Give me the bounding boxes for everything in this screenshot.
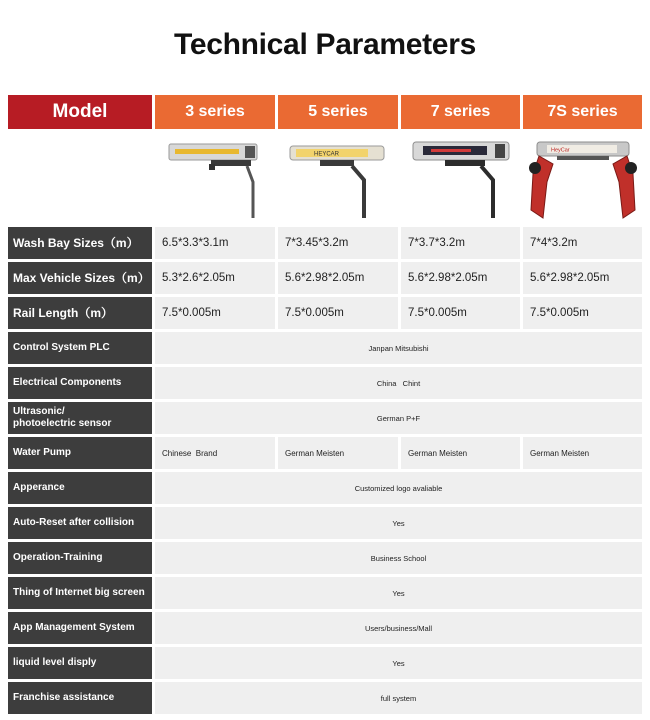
label-sensor-line1: Ultrasonic/ <box>13 406 65 417</box>
app-management-value: Users/business/Mall <box>155 612 642 644</box>
sensor-value: German P+F <box>155 402 642 434</box>
control-system-value: Janpan Mitsubishi <box>155 332 642 364</box>
wash-bay-7-series: 7*3.7*3.2m <box>401 227 520 259</box>
label-iot-screen: Thing of Internet big screen <box>8 577 152 609</box>
rail-length-5-series: 7.5*0.005m <box>278 297 398 329</box>
parameters-table <box>8 95 642 714</box>
image-row-label-spacer <box>8 132 152 224</box>
auto-reset-value: Yes <box>155 507 642 539</box>
rail-length-7s-series: 7.5*0.005m <box>523 297 642 329</box>
product-image-7-series <box>401 132 520 224</box>
rail-length-7-series: 7.5*0.005m <box>401 297 520 329</box>
label-sensor-line2: photoelectric sensor <box>13 418 112 429</box>
water-pump-3-series: Chinese Brand <box>155 437 275 469</box>
wash-bay-3-series: 6.5*3.3*3.1m <box>155 227 275 259</box>
water-pump-7s-series: German Meisten <box>523 437 642 469</box>
max-vehicle-5-series: 5.6*2.98*2.05m <box>278 262 398 294</box>
label-control-system: Control System PLC <box>8 332 152 364</box>
wash-bay-5-series: 7*3.45*3.2m <box>278 227 398 259</box>
iot-screen-value: Yes <box>155 577 642 609</box>
max-vehicle-7s-series: 5.6*2.98*2.05m <box>523 262 642 294</box>
label-franchise-assistance: Franchise assistance <box>8 682 152 714</box>
series-header-7: 7 series <box>401 95 520 129</box>
rail-length-3-series: 7.5*0.005m <box>155 297 275 329</box>
product-image-3-series <box>155 132 275 224</box>
product-image-5-series <box>278 132 398 224</box>
5-series-sign-text: HEYCAR <box>314 151 340 158</box>
liquid-level-value: Yes <box>155 647 642 679</box>
franchise-assistance-value: full system <box>155 682 642 714</box>
product-image-7s-series <box>523 132 642 224</box>
series-header-5: 5 series <box>278 95 398 129</box>
label-operation-training: Operation-Training <box>8 542 152 574</box>
appearance-value: Customized logo avaliable <box>155 472 642 504</box>
series-header-7s: 7S series <box>523 95 642 129</box>
max-vehicle-3-series: 5.3*2.6*2.05m <box>155 262 275 294</box>
page-title: Technical Parameters <box>174 28 476 61</box>
water-pump-7-series: German Meisten <box>401 437 520 469</box>
max-vehicle-7-series: 5.6*2.98*2.05m <box>401 262 520 294</box>
water-pump-5-series: German Meisten <box>278 437 398 469</box>
label-auto-reset: Auto-Reset after collision <box>8 507 152 539</box>
label-rail-length: Rail Length（m） <box>8 297 152 329</box>
label-max-vehicle-sizes: Max Vehicle Sizes（m） <box>8 262 152 294</box>
7s-series-sign-text: HeyCar <box>550 147 570 154</box>
operation-training-value: Business School <box>155 542 642 574</box>
label-appearance: Apperance <box>8 472 152 504</box>
model-header: Model <box>8 95 152 129</box>
wash-bay-7s-series: 7*4*3.2m <box>523 227 642 259</box>
label-water-pump: Water Pump <box>8 437 152 469</box>
label-liquid-level: liquid level disply <box>8 647 152 679</box>
label-sensor <box>8 402 152 434</box>
label-wash-bay-sizes: Wash Bay Sizes（m） <box>8 227 152 259</box>
label-app-management: App Management System <box>8 612 152 644</box>
electrical-components-value: China Chint <box>155 367 642 399</box>
label-electrical-components: Electrical Components <box>8 367 152 399</box>
series-header-3: 3 series <box>155 95 275 129</box>
